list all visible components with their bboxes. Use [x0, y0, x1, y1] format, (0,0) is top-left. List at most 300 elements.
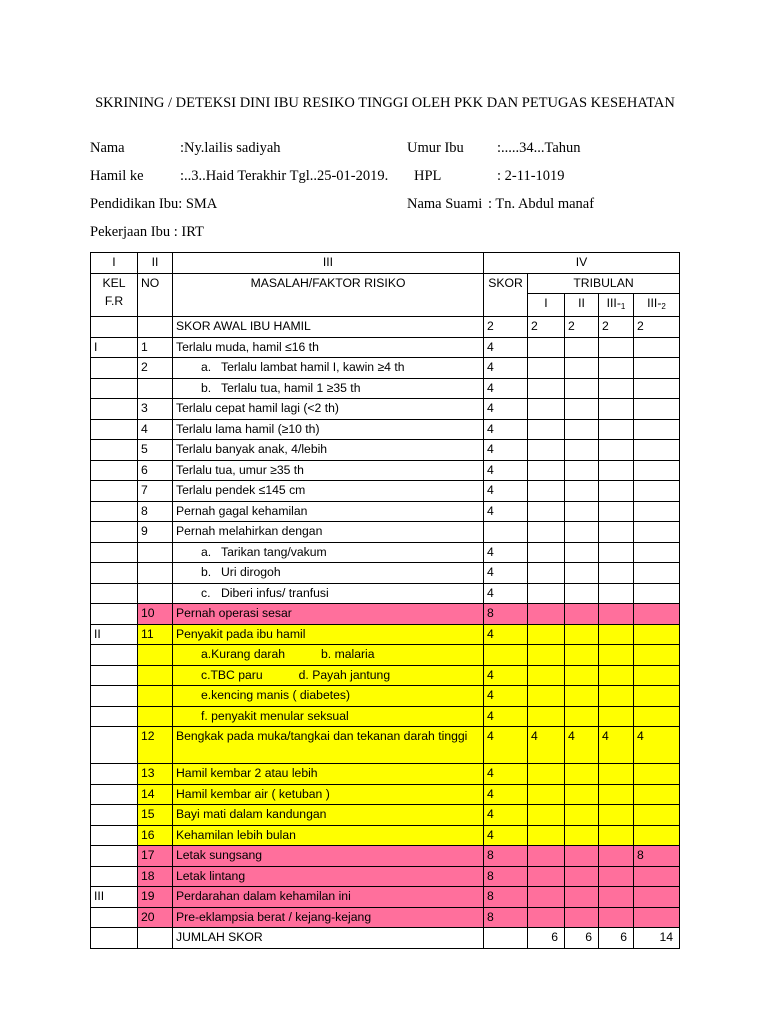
row-factor-text: Diberi infus/ tranfusi — [221, 585, 329, 600]
row-factor: Terlalu cepat hamil lagi (<2 th) — [173, 399, 484, 420]
row-skor: 8 — [484, 887, 528, 908]
row-tri-1 — [528, 399, 565, 420]
row-tri-3 — [599, 907, 634, 928]
table-row — [91, 358, 680, 379]
row-skor: 4 — [484, 563, 528, 584]
row-kel — [91, 665, 138, 686]
row-skor: 4 — [484, 784, 528, 805]
row-factor — [173, 542, 484, 563]
row-kel — [91, 907, 138, 928]
row-kel — [91, 501, 138, 522]
row-tri-1 — [528, 825, 565, 846]
info-nama-label: Nama — [90, 140, 125, 156]
row-tri-4 — [634, 645, 680, 666]
row-tri-4 — [634, 706, 680, 727]
tri-col-1-label: I — [544, 296, 548, 310]
row-kel — [91, 686, 138, 707]
row-no — [138, 645, 173, 666]
skor-awal-skor: 2 — [484, 317, 528, 338]
table-row — [91, 706, 680, 727]
row-tri-4 — [634, 866, 680, 887]
row-tri-1: 4 — [528, 727, 565, 764]
row-factor-text: f. penyakit menular seksual — [201, 708, 349, 723]
row-no: 1 — [138, 337, 173, 358]
row-tri-4 — [634, 665, 680, 686]
row-no — [138, 378, 173, 399]
tri-col-2 — [565, 294, 599, 317]
head-no: NO — [138, 273, 173, 317]
row-kel — [91, 419, 138, 440]
table-row — [91, 866, 680, 887]
row-skor: 4 — [484, 419, 528, 440]
row-tri-4 — [634, 542, 680, 563]
row-tri-3 — [599, 604, 634, 625]
row-no: 6 — [138, 460, 173, 481]
row-tri-3 — [599, 665, 634, 686]
row-tri-3 — [599, 805, 634, 826]
row-kel — [91, 481, 138, 502]
row-tri-1 — [528, 805, 565, 826]
row-factor: Pernah melahirkan dengan — [173, 522, 484, 543]
table-row — [91, 419, 680, 440]
row-tri-4 — [634, 337, 680, 358]
row-tri-4 — [634, 583, 680, 604]
row-tri-2 — [565, 542, 599, 563]
row-tri-3 — [599, 399, 634, 420]
row-tri-4 — [634, 399, 680, 420]
row-tri-4: 8 — [634, 846, 680, 867]
info-umur-label: Umur Ibu — [407, 140, 464, 156]
row-factor — [173, 645, 484, 666]
row-bullet: b. — [201, 565, 212, 579]
row-tri-1 — [528, 563, 565, 584]
row-tri-3 — [599, 522, 634, 543]
row-tri-4 — [634, 460, 680, 481]
table-row — [91, 604, 680, 625]
row-no — [138, 542, 173, 563]
row-tri-3 — [599, 501, 634, 522]
row-factor-text: Uri dirogoh — [221, 565, 281, 579]
row-skor: 4 — [484, 706, 528, 727]
row-tri-1 — [528, 419, 565, 440]
skor-awal-row — [91, 317, 680, 338]
tri-col-4-sub: 2 — [661, 302, 666, 311]
row-tri-1 — [528, 846, 565, 867]
row-factor — [173, 706, 484, 727]
row-kel — [91, 645, 138, 666]
row-no: 4 — [138, 419, 173, 440]
info-hpl-value: : 2-11-1019 — [497, 168, 565, 184]
header-row — [91, 273, 680, 294]
row-factor: Pernah gagal kehamilan — [173, 501, 484, 522]
total-tri-3: 6 — [599, 928, 634, 949]
row-tri-2 — [565, 378, 599, 399]
row-skor: 4 — [484, 805, 528, 826]
row-tri-2 — [565, 440, 599, 461]
row-tri-1 — [528, 866, 565, 887]
row-no: 16 — [138, 825, 173, 846]
row-tri-4 — [634, 784, 680, 805]
row-tri-3 — [599, 542, 634, 563]
row-no — [138, 665, 173, 686]
row-tri-1 — [528, 542, 565, 563]
info-hamil-label: Hamil ke — [90, 168, 144, 184]
row-tri-1 — [528, 358, 565, 379]
table-row — [91, 481, 680, 502]
table-row — [91, 501, 680, 522]
row-factor-text: Terlalu lambat hamil I, kawin ≥4 th — [221, 360, 405, 374]
row-skor: 4 — [484, 825, 528, 846]
skor-awal-tri-2: 2 — [565, 317, 599, 338]
row-tri-1 — [528, 378, 565, 399]
row-factor: Terlalu pendek ≤145 cm — [173, 481, 484, 502]
row-tri-2 — [565, 624, 599, 645]
row-tri-3 — [599, 764, 634, 785]
row-kel — [91, 706, 138, 727]
row-factor: Letak lintang — [173, 866, 484, 887]
row-tri-2 — [565, 805, 599, 826]
row-tri-3 — [599, 706, 634, 727]
table-row — [91, 686, 680, 707]
row-kel — [91, 825, 138, 846]
row-tri-4: 4 — [634, 727, 680, 764]
row-skor: 4 — [484, 337, 528, 358]
skor-awal-kel — [91, 317, 138, 338]
row-tri-3 — [599, 825, 634, 846]
head-kel-fr — [91, 273, 138, 317]
row-tri-2 — [565, 665, 599, 686]
row-tri-1 — [528, 501, 565, 522]
total-kel — [91, 928, 138, 949]
row-factor — [173, 358, 484, 379]
row-factor: Terlalu tua, umur ≥35 th — [173, 460, 484, 481]
row-tri-3 — [599, 784, 634, 805]
document-title: SKRINING / DETEKSI DINI IBU RESIKO TINGGI OLEH PKK DAN PETUGAS KESEHATAN — [95, 95, 675, 111]
row-tri-2 — [565, 399, 599, 420]
table-row — [91, 583, 680, 604]
row-tri-4 — [634, 501, 680, 522]
row-no: 12 — [138, 727, 173, 764]
skor-awal-tri-3: 2 — [599, 317, 634, 338]
row-tri-3 — [599, 563, 634, 584]
row-tri-1 — [528, 604, 565, 625]
row-no: 18 — [138, 866, 173, 887]
row-tri-4 — [634, 440, 680, 461]
row-kel — [91, 784, 138, 805]
row-tri-3 — [599, 378, 634, 399]
row-no: 11 — [138, 624, 173, 645]
row-tri-3 — [599, 887, 634, 908]
table-row — [91, 907, 680, 928]
row-tri-3: 4 — [599, 727, 634, 764]
info-umur-value: :.....34...Tahun — [497, 140, 581, 156]
col-roman-iii: III — [173, 253, 484, 274]
row-no: 2 — [138, 358, 173, 379]
row-factor: Perdarahan dalam kehamilan ini — [173, 887, 484, 908]
row-tri-2 — [565, 337, 599, 358]
tri-col-3: III-$_1$ — [599, 294, 634, 317]
tri-col-4-label: III — [647, 296, 658, 310]
row-no: 7 — [138, 481, 173, 502]
row-tri-2 — [565, 501, 599, 522]
row-factor: Pernah operasi sesar — [173, 604, 484, 625]
row-skor — [484, 645, 528, 666]
info-pendidikan: Pendidikan Ibu: SMA — [90, 196, 218, 212]
row-skor: 4 — [484, 378, 528, 399]
table-row — [91, 645, 680, 666]
row-skor — [484, 522, 528, 543]
row-tri-3 — [599, 624, 634, 645]
row-tri-3 — [599, 337, 634, 358]
row-bullet: a. — [201, 360, 212, 374]
row-tri-1 — [528, 481, 565, 502]
head-fr: F.R — [104, 293, 124, 308]
row-skor: 4 — [484, 764, 528, 785]
row-tri-2 — [565, 460, 599, 481]
row-tri-1 — [528, 440, 565, 461]
row-factor-text: e.kencing manis ( diabetes) — [201, 688, 351, 702]
row-tri-3 — [599, 866, 634, 887]
table-row — [91, 399, 680, 420]
table-row — [91, 378, 680, 399]
row-factor: Hamil kembar 2 atau lebih — [173, 764, 484, 785]
head-masalah: MASALAH/FAKTOR RISIKO — [173, 273, 484, 317]
row-tri-1 — [528, 706, 565, 727]
row-factor — [173, 583, 484, 604]
col-roman-ii: II — [138, 253, 173, 274]
row-kel: II — [91, 624, 138, 645]
row-factor-text: Tarikan tang/vakum — [221, 544, 327, 559]
row-factor: Terlalu lama hamil (≥10 th) — [173, 419, 484, 440]
row-skor: 4 — [484, 686, 528, 707]
skor-awal-tri-1: 2 — [528, 317, 565, 338]
row-kel — [91, 358, 138, 379]
table-row — [91, 727, 680, 764]
row-tri-3 — [599, 358, 634, 379]
row-tri-3 — [599, 846, 634, 867]
row-bullet: a. — [201, 544, 212, 559]
row-tri-4 — [634, 481, 680, 502]
row-tri-3 — [599, 440, 634, 461]
col-roman-iv: IV — [484, 253, 680, 274]
row-tri-1 — [528, 686, 565, 707]
row-tri-4 — [634, 378, 680, 399]
row-factor-text: c.TBC paru — [201, 667, 263, 682]
row-kel — [91, 866, 138, 887]
row-tri-4 — [634, 522, 680, 543]
row-tri-3 — [599, 481, 634, 502]
info-hpl-label: HPL — [414, 168, 442, 184]
row-tri-2 — [565, 419, 599, 440]
row-factor — [173, 563, 484, 584]
row-no — [138, 583, 173, 604]
row-no: 15 — [138, 805, 173, 826]
row-tri-3 — [599, 645, 634, 666]
row-tri-1 — [528, 645, 565, 666]
row-factor — [173, 665, 484, 686]
total-tri-2: 6 — [565, 928, 599, 949]
row-tri-2 — [565, 887, 599, 908]
risk-table — [90, 252, 680, 949]
row-no: 3 — [138, 399, 173, 420]
row-skor: 8 — [484, 907, 528, 928]
row-tri-1 — [528, 887, 565, 908]
head-tribulan: TRIBULAN — [528, 273, 680, 294]
row-skor: 4 — [484, 399, 528, 420]
row-factor: Hamil kembar air ( ketuban ) — [173, 784, 484, 805]
row-kel: III — [91, 887, 138, 908]
row-kel — [91, 542, 138, 563]
row-factor — [173, 378, 484, 399]
row-no: 13 — [138, 764, 173, 785]
row-tri-4 — [634, 624, 680, 645]
row-factor-text-2: b. malaria — [321, 647, 375, 661]
row-skor: 4 — [484, 542, 528, 563]
total-no — [138, 928, 173, 949]
row-kel — [91, 604, 138, 625]
row-factor: Pre-eklampsia berat / kejang-kejang — [173, 907, 484, 928]
skor-awal-label: SKOR AWAL IBU HAMIL — [173, 317, 484, 338]
info-pekerjaan: Pekerjaan Ibu : IRT — [90, 224, 204, 240]
row-factor: Kehamilan lebih bulan — [173, 825, 484, 846]
tri-col-1 — [528, 294, 565, 317]
info-hamil-value: :..3..Haid Terakhir Tgl..25-01-2019. — [180, 168, 389, 184]
table-row — [91, 563, 680, 584]
row-kel — [91, 583, 138, 604]
row-tri-2 — [565, 846, 599, 867]
row-tri-2 — [565, 522, 599, 543]
row-factor — [173, 686, 484, 707]
skor-awal-tri-4: 2 — [634, 317, 680, 338]
header-roman-row — [91, 253, 680, 274]
row-tri-2 — [565, 583, 599, 604]
row-skor: 4 — [484, 481, 528, 502]
row-tri-2: 4 — [565, 727, 599, 764]
row-tri-1 — [528, 784, 565, 805]
col-roman-i: I — [91, 253, 138, 274]
table-row — [91, 624, 680, 645]
row-no: 19 — [138, 887, 173, 908]
row-tri-1 — [528, 583, 565, 604]
row-tri-2 — [565, 686, 599, 707]
table-row — [91, 337, 680, 358]
skor-awal-no — [138, 317, 173, 338]
table-row — [91, 542, 680, 563]
row-kel — [91, 563, 138, 584]
table-row — [91, 825, 680, 846]
row-no: 17 — [138, 846, 173, 867]
row-kel — [91, 846, 138, 867]
row-skor: 4 — [484, 583, 528, 604]
row-kel: I — [91, 337, 138, 358]
row-kel — [91, 805, 138, 826]
row-kel — [91, 460, 138, 481]
table-row — [91, 460, 680, 481]
row-factor: Bayi mati dalam kandungan — [173, 805, 484, 826]
row-tri-2 — [565, 645, 599, 666]
row-tri-1 — [528, 624, 565, 645]
table-row — [91, 887, 680, 908]
row-tri-2 — [565, 907, 599, 928]
row-skor: 4 — [484, 440, 528, 461]
row-tri-2 — [565, 481, 599, 502]
row-kel — [91, 378, 138, 399]
tri-col-3-label: III — [606, 296, 617, 310]
row-tri-3 — [599, 460, 634, 481]
row-factor-text: a.Kurang darah — [201, 647, 286, 661]
total-label: JUMLAH SKOR — [173, 928, 484, 949]
table-row — [91, 665, 680, 686]
info-suami-value: : Tn. Abdul manaf — [488, 196, 595, 212]
row-skor: 4 — [484, 624, 528, 645]
row-kel — [91, 440, 138, 461]
row-factor: Bengkak pada muka/tangkai dan tekanan darah tinggi — [173, 727, 484, 764]
row-tri-2 — [565, 706, 599, 727]
row-kel — [91, 727, 138, 764]
row-skor: 4 — [484, 727, 528, 764]
row-tri-4 — [634, 604, 680, 625]
row-tri-4 — [634, 764, 680, 785]
row-tri-1 — [528, 665, 565, 686]
row-no: 5 — [138, 440, 173, 461]
info-nama-value: :Ny.lailis sadiyah — [180, 140, 281, 156]
table-row — [91, 805, 680, 826]
row-bullet: c. — [201, 585, 211, 600]
total-tri-4: 14 — [634, 928, 680, 949]
row-tri-3 — [599, 686, 634, 707]
head-kel: KEL — [102, 275, 126, 290]
row-factor: Terlalu muda, hamil ≤16 th — [173, 337, 484, 358]
row-tri-3 — [599, 419, 634, 440]
row-factor-text-2: d. Payah jantung — [298, 667, 391, 682]
row-no — [138, 706, 173, 727]
row-no: 20 — [138, 907, 173, 928]
row-factor: Penyakit pada ibu hamil — [173, 624, 484, 645]
row-tri-2 — [565, 563, 599, 584]
row-no: 10 — [138, 604, 173, 625]
row-tri-2 — [565, 604, 599, 625]
row-skor: 8 — [484, 604, 528, 625]
row-tri-4 — [634, 907, 680, 928]
row-tri-4 — [634, 563, 680, 584]
row-skor: 4 — [484, 460, 528, 481]
row-kel — [91, 399, 138, 420]
row-tri-1 — [528, 522, 565, 543]
row-tri-4 — [634, 419, 680, 440]
row-tri-4 — [634, 887, 680, 908]
row-skor: 8 — [484, 846, 528, 867]
total-skor — [484, 928, 528, 949]
row-skor: 4 — [484, 358, 528, 379]
row-factor: Terlalu banyak anak, 4/lebih — [173, 440, 484, 461]
row-tri-2 — [565, 784, 599, 805]
table-row — [91, 440, 680, 461]
row-tri-4 — [634, 358, 680, 379]
table-row — [91, 522, 680, 543]
row-tri-2 — [565, 358, 599, 379]
row-factor: Letak sungsang — [173, 846, 484, 867]
head-skor: SKOR — [484, 273, 528, 317]
row-skor: 4 — [484, 501, 528, 522]
row-tri-1 — [528, 907, 565, 928]
row-tri-1 — [528, 460, 565, 481]
row-tri-2 — [565, 764, 599, 785]
row-tri-2 — [565, 866, 599, 887]
row-no: 9 — [138, 522, 173, 543]
row-no: 8 — [138, 501, 173, 522]
row-skor: 8 — [484, 866, 528, 887]
table-row — [91, 784, 680, 805]
